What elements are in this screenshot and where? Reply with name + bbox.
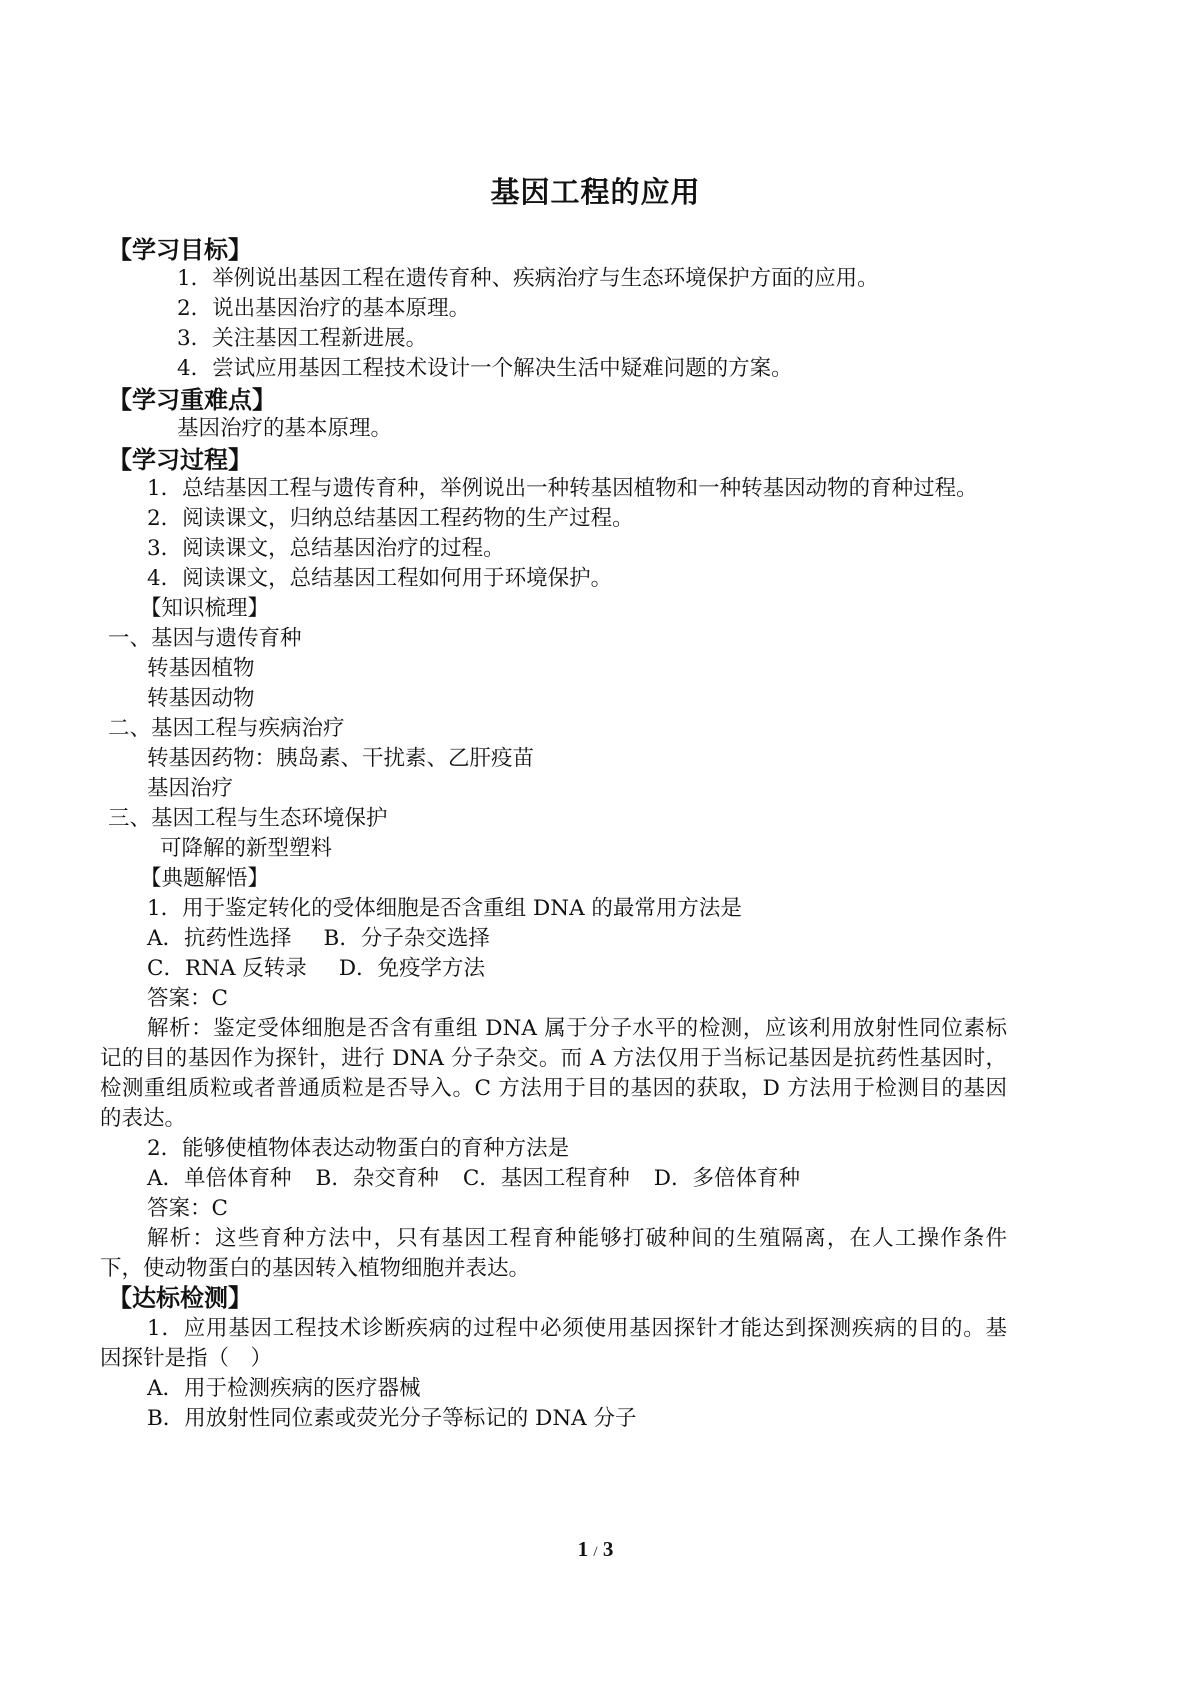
page-title: 基因工程的应用 — [490, 175, 701, 209]
outline-item: 一、基因与遗传育种 — [108, 626, 302, 651]
process-item: 4．阅读课文，总结基因工程如何用于环境保护。 — [147, 566, 613, 591]
example-question: 1．用于鉴定转化的受体细胞是否含重组 DNA 的最常用方法是 — [147, 896, 742, 921]
subheading-examples: 【典题解悟】 — [140, 866, 270, 891]
outline-item: 转基因药物：胰岛素、干扰素、乙肝疫苗 — [147, 746, 535, 771]
analysis-line: 解析：这些育种方法中，只有基因工程育种能够打破种间的生殖隔离，在人工操作条件 — [147, 1226, 1007, 1251]
section-heading-key-points: 【学习重难点】 — [108, 386, 276, 414]
objective-item: 2．说出基因治疗的基本原理。 — [177, 296, 471, 321]
option: D．免疫学方法 — [338, 956, 486, 981]
test-question-line: 因探针是指（ ） — [100, 1346, 273, 1371]
outline-item: 可降解的新型塑料 — [160, 836, 333, 861]
section-heading-test: 【达标检测】 — [108, 1284, 252, 1312]
option: B．杂交育种 — [315, 1166, 439, 1191]
outline-item: 基因治疗 — [147, 776, 234, 801]
process-item: 2．阅读课文，归纳总结基因工程药物的生产过程。 — [147, 506, 634, 531]
option: A．单倍体育种 — [147, 1166, 292, 1191]
key-point-text: 基因治疗的基本原理。 — [177, 416, 393, 441]
process-item: 3．阅读课文，总结基因治疗的过程。 — [147, 536, 505, 561]
objective-item: 3．关注基因工程新进展。 — [177, 326, 428, 351]
option: D．多倍体育种 — [653, 1166, 801, 1191]
analysis-line: 解析：鉴定受体细胞是否含有重组 DNA 属于分子水平的检测，应该利用放射性同位素标 — [147, 1016, 1007, 1041]
example-options-row — [147, 955, 485, 983]
test-option: A．用于检测疾病的医疗器械 — [147, 1376, 421, 1401]
test-option: B．用放射性同位素或荧光分子等标记的 DNA 分子 — [147, 1406, 637, 1431]
analysis-line: 检测重组质粒或者普通质粒是否导入。C 方法用于目的基因的获取，D 方法用于检测目的基因 — [100, 1076, 1007, 1101]
objective-item: 1．举例说出基因工程在遗传育种、疾病治疗与生态环境保护方面的应用。 — [177, 266, 879, 291]
option: C．RNA 反转录 — [147, 956, 307, 981]
outline-item: 三、基因工程与生态环境保护 — [108, 806, 388, 831]
example-options-row — [147, 925, 490, 953]
analysis-line: 下，使动物蛋白的基因转入植物细胞并表达。 — [100, 1256, 531, 1281]
option: C．基因工程育种 — [462, 1166, 630, 1191]
section-heading-objectives: 【学习目标】 — [108, 236, 252, 264]
outline-item: 转基因动物 — [147, 686, 255, 711]
option: B．分子杂交选择 — [323, 926, 490, 951]
example-answer: 答案：C — [147, 986, 228, 1011]
process-item: 1．总结基因工程与遗传育种，举例说出一种转基因植物和一种转基因动物的育种过程。 — [147, 476, 978, 501]
example-question: 2．能够使植物体表达动物蛋白的育种方法是 — [147, 1136, 570, 1161]
objective-item: 4．尝试应用基因工程技术设计一个解决生活中疑难问题的方案。 — [177, 356, 793, 381]
outline-item: 转基因植物 — [147, 656, 255, 681]
analysis-line: 记的目的基因作为探针，进行 DNA 分子杂交。而 A 方法仅用于当标记基因是抗药性基因时， — [100, 1046, 1007, 1071]
example-answer: 答案：C — [147, 1196, 228, 1221]
section-heading-process: 【学习过程】 — [108, 446, 252, 474]
outline-item: 二、基因工程与疾病治疗 — [108, 716, 345, 741]
example-options-row — [147, 1165, 800, 1193]
test-question-line: 1．应用基因工程技术诊断疾病的过程中必须使用基因探针才能达到探测疾病的目的。基 — [147, 1316, 1007, 1341]
option: A．抗药性选择 — [147, 926, 292, 951]
analysis-line: 的表达。 — [100, 1106, 187, 1131]
page-number: 1 / 3 — [577, 1537, 614, 1561]
subheading-knowledge: 【知识梳理】 — [140, 596, 270, 621]
